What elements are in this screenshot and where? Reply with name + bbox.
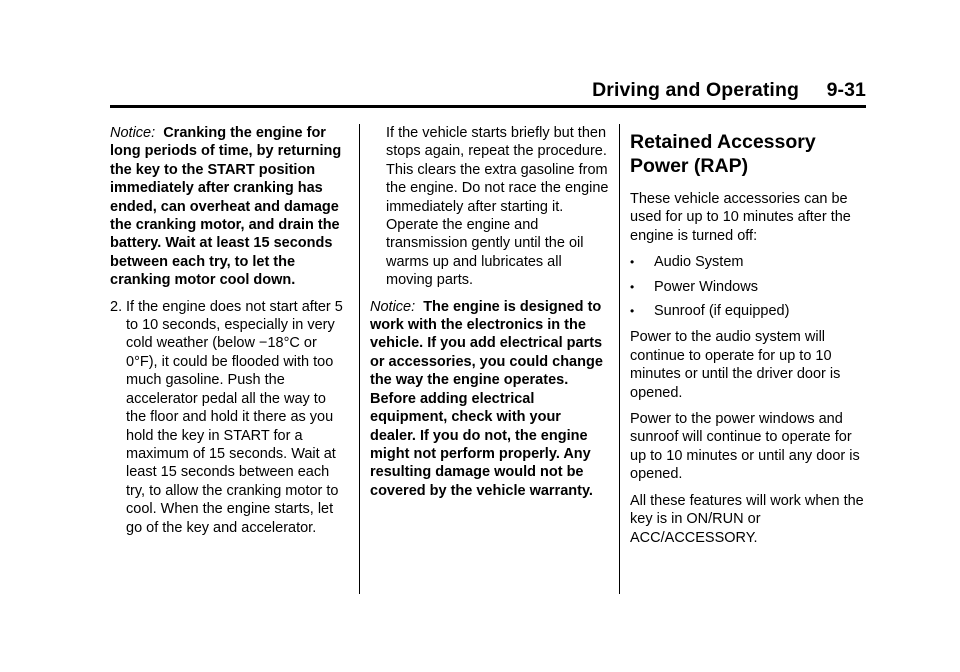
page-header xyxy=(110,76,866,108)
step-2 xyxy=(110,298,350,537)
section-title: Driving and Operating xyxy=(592,79,799,101)
column-1 xyxy=(110,124,350,545)
column-divider-2 xyxy=(619,124,620,594)
notice-cranking xyxy=(110,124,350,290)
list-item xyxy=(630,302,866,320)
section-heading: Retained Accessory Power (RAP) xyxy=(630,131,816,177)
bullet-icon: • xyxy=(630,304,635,319)
paragraph-windows: Power to the power windows and sunroof will continue to operate for up to 10 minutes or until any door is opened. xyxy=(630,411,860,483)
intro-paragraph: These vehicle accessories can be used for up to 10 minutes after the engine is turned off: xyxy=(630,191,851,244)
column-divider-1 xyxy=(359,124,360,594)
page-number: 9-31 xyxy=(826,79,866,101)
list-item xyxy=(630,278,866,296)
notice-label: Notice: xyxy=(370,298,416,315)
list-item-label: Sunroof (if equipped) xyxy=(654,303,790,320)
notice-label: Notice: xyxy=(110,125,156,141)
accessory-list xyxy=(630,253,866,320)
bullet-icon: • xyxy=(630,255,635,270)
list-item-label: Audio System xyxy=(654,254,744,271)
step-2-continued: If the vehicle starts briefly but then stops again, repeat the procedure. This clears the extra gasoline from the engine. Do not race the engine immediately after starting it. Operate the engine and transmission gently until the oil warms up and lubricates all moving parts. xyxy=(386,125,609,289)
column-3 xyxy=(630,124,866,555)
header-rule xyxy=(110,105,866,108)
notice-electronics xyxy=(370,298,610,500)
header-text xyxy=(592,79,866,102)
bullet-icon: • xyxy=(630,279,635,294)
column-2 xyxy=(370,124,610,508)
paragraph-audio: Power to the audio system will continue to operate for up to 10 minutes or until the driver door is opened. xyxy=(630,329,841,401)
paragraph-features: All these features will work when the key is in ON/RUN or ACC/ACCESSORY. xyxy=(630,492,864,546)
list-item xyxy=(630,253,866,271)
step-text: If the engine does not start after 5 to 10 seconds, especially in very cold weather (below −18°C or 0°F), it could be flooded with too much gasoline. Push the accelerator pedal all the way to the floor and hold it there as you hold the key in START for a maximum of 15 seconds. Wait at least 15 seconds between each try, to allow the cranking motor to cool. When the engine starts, let go of the key and accelerator. xyxy=(126,298,343,536)
notice-text: Cranking the engine for long periods of time, by returning the key to the START position immediately after cranking has ended, can overheat and damage the cranking motor, and drain the battery. Wait at least 15 seconds between each try, to let the cranking motor cool down. xyxy=(110,125,342,289)
list-item-label: Power Windows xyxy=(654,278,758,295)
step-number: 2. xyxy=(110,298,123,315)
notice-text: The engine is designed to work with the electronics in the vehicle. If you add electrical parts or accessories, you could change the way the engine operates. Before adding electrical equipment, check with your dealer. If you do not, the engine might not perform properly. Any resulting damage would not be covered by the vehicle warranty. xyxy=(370,298,603,499)
